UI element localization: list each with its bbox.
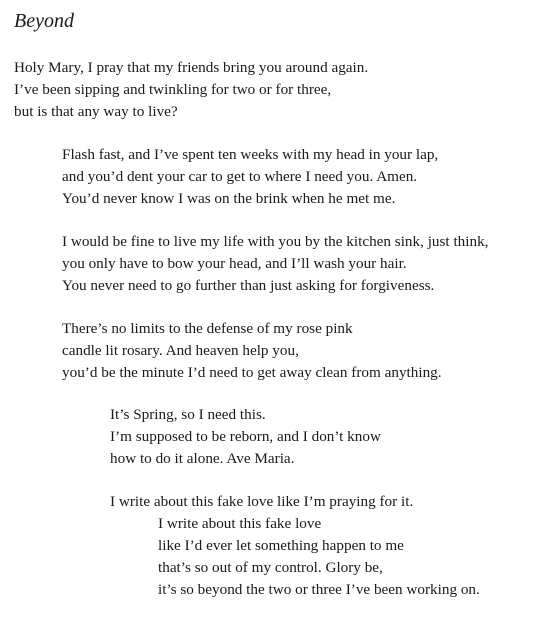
poem-line: You never need to go further than just asking for forgiveness.	[62, 277, 435, 294]
poem-line: you’d be the minute I’d need to get away clean from anything.	[62, 364, 442, 381]
poem-line: Holy Mary, I pray that my friends bring you around again.	[14, 59, 369, 76]
poem-line-indented: like I’d ever let something happen to me	[158, 537, 404, 554]
poem-line: It’s Spring, so I need this.	[110, 406, 266, 423]
poem-line: I’m supposed to be reborn, and I don’t know	[110, 428, 381, 445]
poem-line: I’ve been sipping and twinkling for two or for three,	[14, 81, 332, 98]
poem-line: There’s no limits to the defense of my rose pink	[62, 320, 353, 337]
poem-line: how to do it alone. Ave Maria.	[110, 450, 295, 467]
stanza-3	[62, 231, 488, 297]
stanza-1	[14, 57, 368, 123]
poem-title: Beyond	[14, 10, 74, 32]
poem-line: candle lit rosary. And heaven help you,	[62, 342, 299, 359]
poem-line-indented: I write about this fake love	[158, 515, 322, 532]
poem-line: You’d never know I was on the brink when he met me.	[62, 190, 396, 207]
poem-line: I write about this fake love like I’m praying for it.	[110, 493, 414, 510]
poem-line-indented: that’s so out of my control. Glory be,	[158, 559, 383, 576]
stanza-2	[62, 144, 438, 210]
poem-line: and you’d dent your car to get to where I need you. Amen.	[62, 168, 418, 185]
poem-line: Flash fast, and I’ve spent ten weeks with my head in your lap,	[62, 146, 439, 163]
poem-line: you only have to bow your head, and I’ll wash your hair.	[62, 255, 407, 272]
stanza-5	[110, 404, 381, 470]
poem-line: but is that any way to live?	[14, 103, 178, 120]
poem-line: I would be fine to live my life with you by the kitchen sink, just think,	[62, 233, 489, 250]
stanza-4	[62, 318, 442, 384]
stanza-6	[110, 491, 480, 601]
poem-line-indented: it’s so beyond the two or three I’ve been working on.	[158, 581, 480, 598]
